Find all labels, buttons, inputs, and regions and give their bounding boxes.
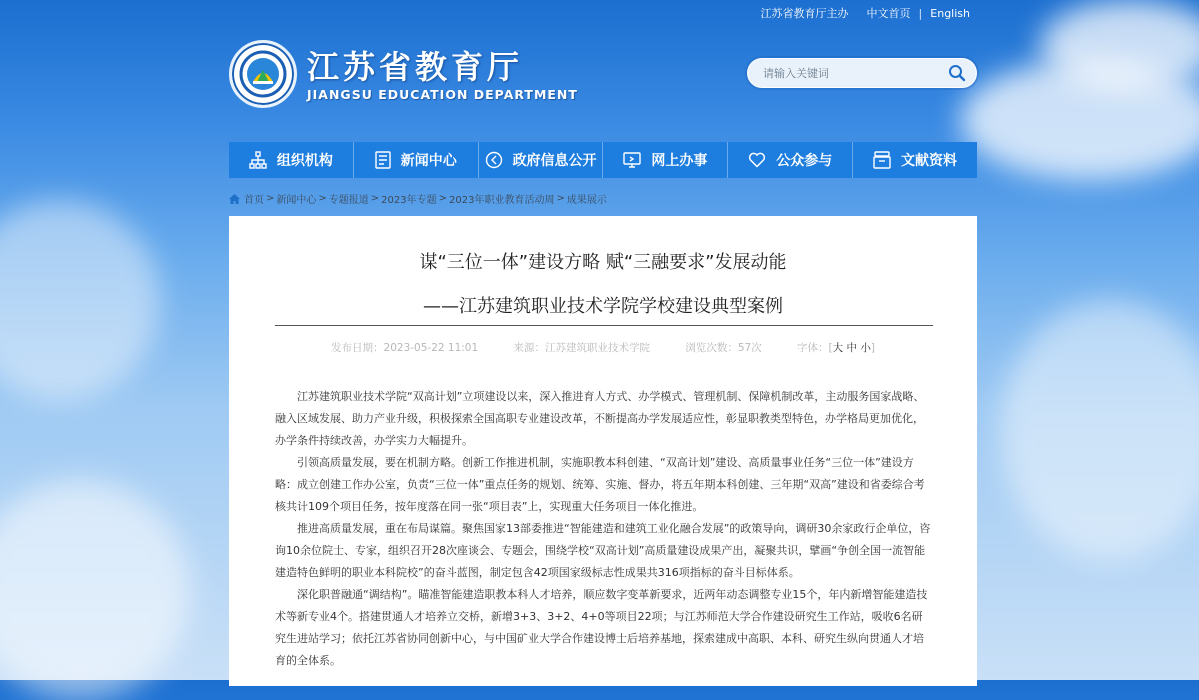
search-input[interactable] [761,66,935,81]
nav-public[interactable] [728,142,853,178]
search-icon[interactable] [948,64,966,86]
breadcrumb-special[interactable]: 专题报道 [328,195,369,206]
cloud-decoration [0,480,190,700]
search-box [747,58,977,88]
breadcrumb-activity-week[interactable]: 2023年职业教育活动周 [449,195,555,206]
nav-online[interactable] [603,142,728,178]
nav-info[interactable] [479,142,604,178]
logo-english-name: JIANGSU EDUCATION DEPARTMENT [307,86,578,102]
title-divider [275,325,933,326]
cloud-decoration [0,200,160,400]
article-body [275,386,933,672]
publish-date: 发布日期：2023-05-22 11:01 [331,342,479,354]
emblem-icon [229,40,297,108]
article-source: 来源：江苏建筑职业技术学院 [513,342,650,354]
top-links [753,5,970,21]
font-size-small[interactable]: 小 [860,342,871,354]
main-nav [229,142,977,178]
view-count: 浏览次数：57次 [685,342,762,354]
logo-chinese-name: 江苏省教育厅 [307,47,524,86]
paragraph: 深化职普融通“调结构”。瞄准智能建造职教本科人才培养，顺应数字变革新要求，近两年动态调整专业15个，年内新增智能建造技术等新专业4个。搭建贯通人才培养立交桥，新增3+3、3+2、4+0等项目22项；与江苏师范大学合作建设研究生工作站，吸收6名研究生进站学习；依托江苏省协同创新中心，与中国矿业大学合作建设博士后培养基地，探索建成中高职、本科、研究生纵向贯通人才培育的全体系。 [275,588,928,667]
chinese-home-link[interactable]: 中文首页 [866,7,911,20]
news-icon [375,151,391,169]
org-chart-icon [249,151,267,169]
font-size-control: 字体：[大 中 小] [797,342,875,354]
paragraph: 江苏建筑职业技术学院“双高计划”立项建设以来，深入推进育人方式、办学模式、管理机制、保障机制改革，主动服务国家战略、融入区域发展、助力产业升级，积极探索全国高职专业建设改革，不断提高办学发展适应性，彰显职教类型特色，办学格局更加优化，办学条件持续改善，办学实力大幅提升。 [275,390,925,447]
article-meta [229,340,977,355]
nav-news[interactable] [354,142,479,178]
article-panel [229,216,977,686]
breadcrumb: 首页 > 新闻中心 > 专题报道 > 2023年专题 > 2023年职业教育活动周 > 成果展示 [229,191,609,206]
english-link[interactable]: English [930,6,970,20]
nav-org[interactable] [229,142,354,178]
nav-docs[interactable] [853,142,977,178]
nav-label: 组织机构 [276,153,333,169]
host-text: 江苏省教育厅主办 [760,7,849,20]
separator: | [918,6,923,20]
paragraph: 引领高质量发展，要在机制方略。创新工作推进机制，实施职教本科创建、“双高计划”建设、高质量事业任务“三位一体”建设方略：成立创建工作办公室，负责“三位一体”重点任务的规划、统筹、实施、督办，将五年期本科创建、三年期“双高”建设和省委综合考核共计109个项目任务，按年度落在同一张“项目表”上，实现重大任务项目一体化推进。 [275,456,925,513]
nav-label: 文献资料 [901,153,958,169]
font-size-large[interactable]: 大 [832,342,844,354]
article-title: 谋“三位一体”建设方略 赋“三融要求”发展动能 [419,252,787,273]
info-disclosure-icon [485,151,503,169]
home-icon [229,194,240,204]
breadcrumb-home[interactable]: 首页 [244,195,264,206]
nav-label: 公众参与 [776,153,833,169]
font-size-medium[interactable]: 中 [846,342,858,354]
nav-label: 新闻中心 [400,153,457,169]
nav-label: 政府信息公开 [512,153,597,169]
heart-icon [748,152,766,168]
font-size-label: 字体：[ [797,342,833,354]
nav-label: 网上办事 [651,153,708,169]
breadcrumb-results[interactable]: 成果展示 [566,195,607,206]
breadcrumb-2023[interactable]: 2023年专题 [381,195,437,206]
archive-icon [873,151,891,169]
article-subtitle: ——江苏建筑职业技术学院学校建设典型案例 [423,296,783,317]
site-logo[interactable] [229,40,578,108]
cloud-decoration [1000,300,1199,560]
online-service-icon [623,152,641,168]
breadcrumb-news[interactable]: 新闻中心 [276,195,317,206]
paragraph: 推进高质量发展，重在布局谋篇。聚焦国家13部委推进“智能建造和建筑工业化融合发展”的政策导向，调研30余家政行企单位，咨询10余位院士、专家，组织召开28次座谈会、专题会，围绕学校“双高计划”高质量建设成果产出，凝聚共识，擘画“争创全国一流智能建造特色鲜明的职业本科院校”的奋斗蓝图，制定包含42项国家级标志性成果共316项指标的奋斗目标体系。 [275,522,931,579]
